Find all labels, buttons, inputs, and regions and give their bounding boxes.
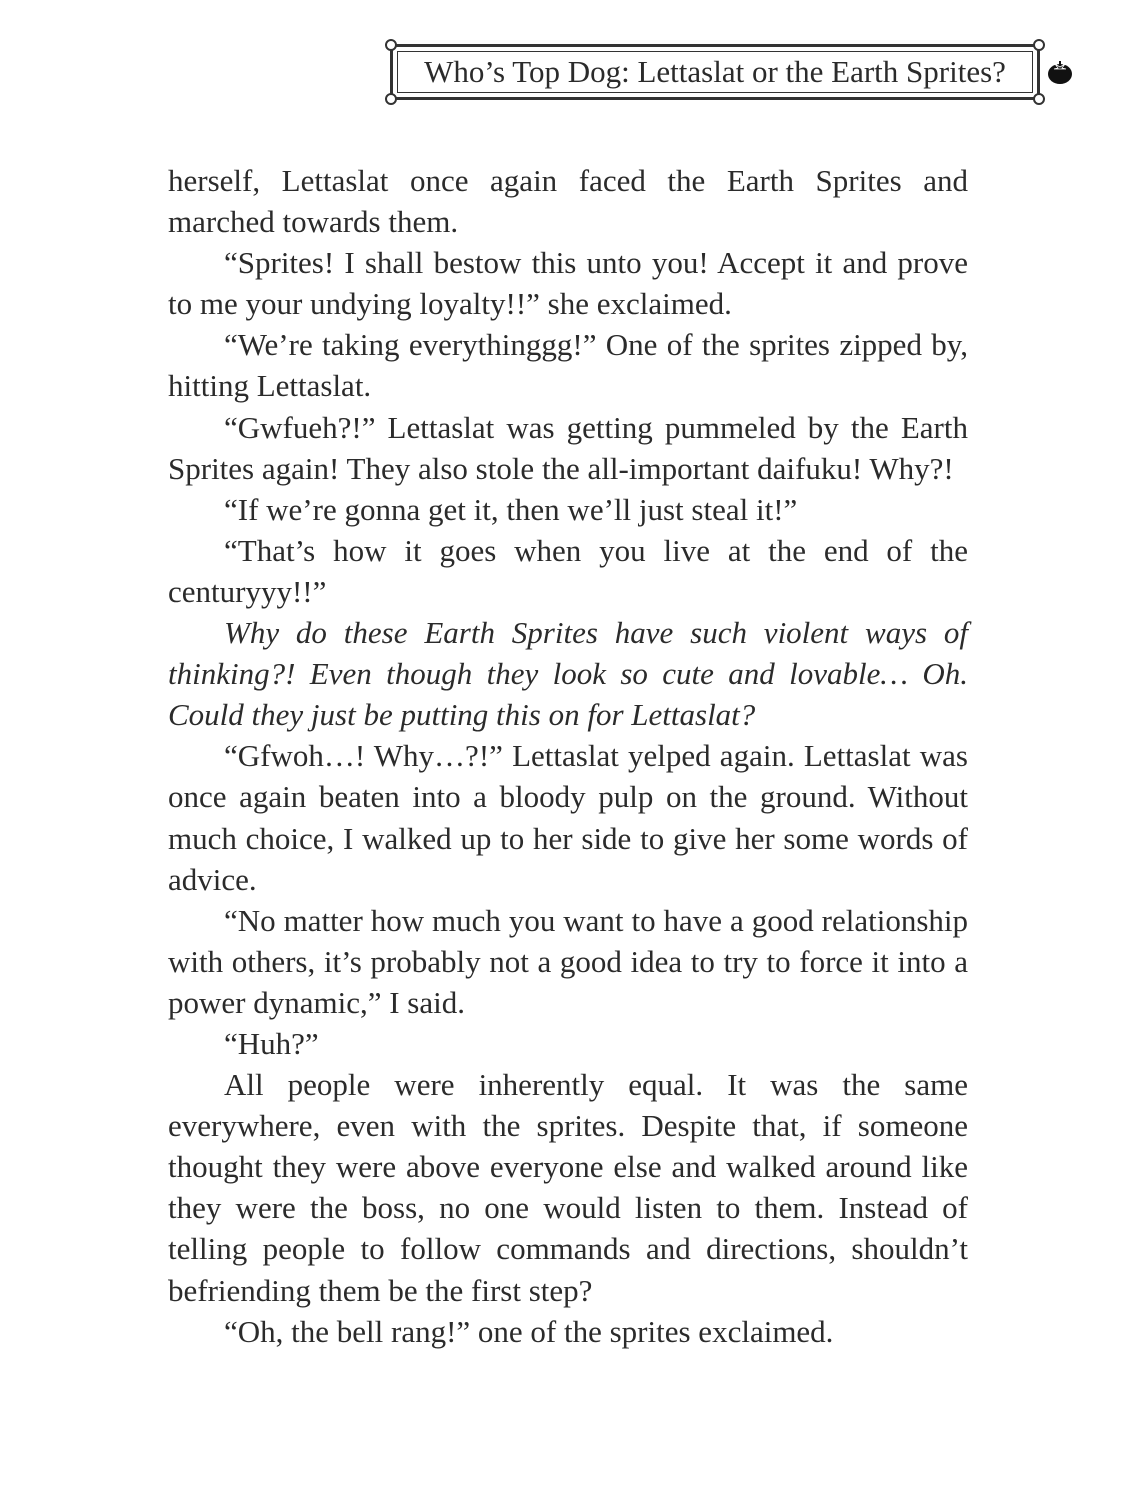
tomato-icon: [1046, 58, 1074, 86]
paragraph: “Sprites! I shall bestow this unto you! Accept it and prove to me your undying loyalty!!” she exclaimed.: [168, 245, 968, 322]
paragraph: “That’s how it goes when you live at the end of the centuryyy!!”: [168, 532, 968, 609]
paragraph: herself, Lettaslat once again faced the Earth Sprites and marched towards them.: [168, 163, 968, 240]
chapter-title: Who’s Top Dog: Lettaslat or the Earth Sprites?: [424, 54, 1006, 89]
paragraph: “If we’re gonna get it, then we’ll just steal it!”: [224, 491, 798, 527]
running-header: [390, 44, 1040, 100]
inner-monologue: Why do these Earth Sprites have such violent ways of thinking?! Even though they look so cute and lovable… Oh. Could they just be putting this on for Lettaslat?: [168, 615, 968, 733]
paragraph: “We’re taking everythinggg!” One of the sprites zipped by, hitting Lettaslat.: [168, 327, 968, 404]
paragraph: “Huh?”: [224, 1025, 319, 1061]
paragraph: “Gfwoh…! Why…?!” Lettaslat yelped again. Lettaslat was once again beaten into a bloody pulp on the ground. Without much choice, I walked up to her side to give her some words of advice.: [168, 738, 968, 897]
paragraph: “Gwfueh?!” Lettaslat was getting pummeled by the Earth Sprites again! They also stole the all-important daifuku! Why?!: [168, 409, 968, 486]
paragraph: “No matter how much you want to have a good relationship with others, it’s probably not a good idea to try to force it into a power dynamic,” I said.: [168, 902, 968, 1020]
page-body: [168, 160, 968, 1352]
paragraph: “Oh, the bell rang!” one of the sprites exclaimed.: [224, 1313, 834, 1349]
paragraph: All people were inherently equal. It was the same everywhere, even with the sprites. Despite that, if someone thought they were above everyone else and walked around like they were the boss, no one would listen to them. Instead of telling people to follow commands and directions, shouldn’t befriending them be the first step?: [168, 1067, 968, 1308]
